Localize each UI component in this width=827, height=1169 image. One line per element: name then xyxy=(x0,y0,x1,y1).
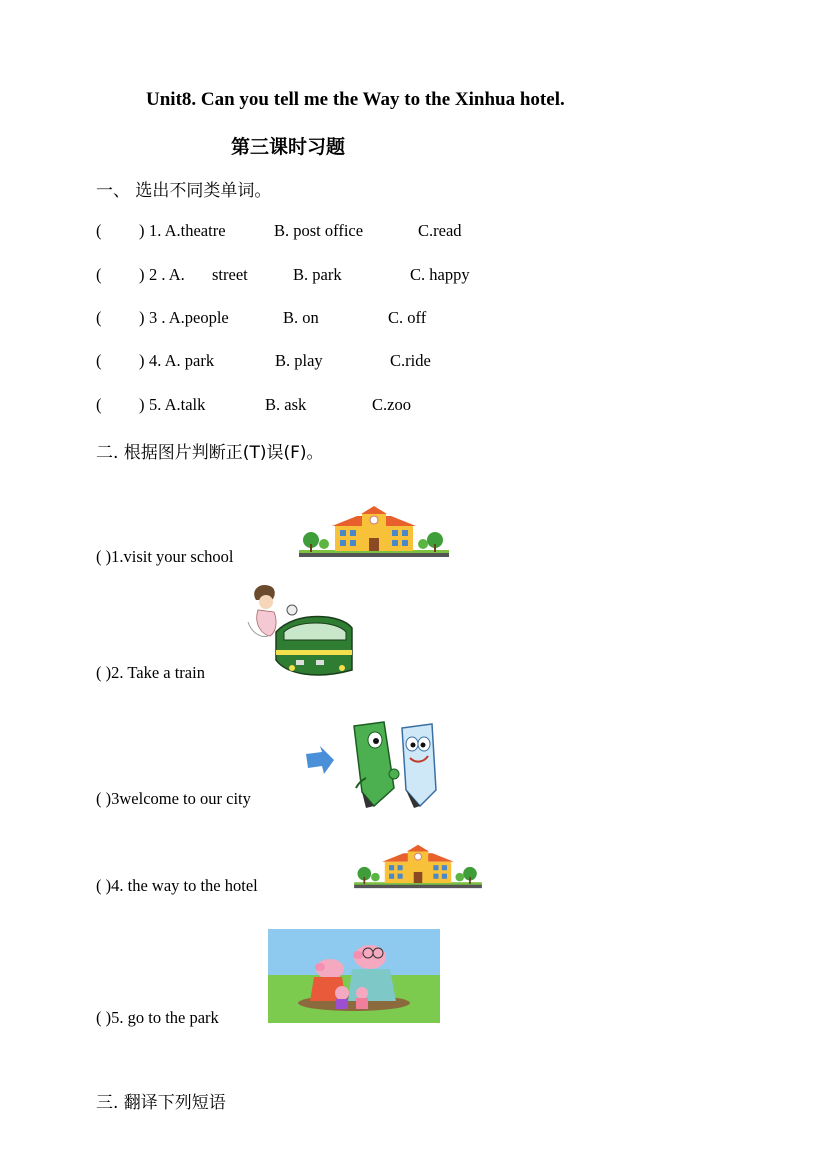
option-a-word: street xyxy=(212,265,248,284)
answer-bracket-close: ) xyxy=(139,395,145,414)
hotel-building-image xyxy=(354,843,482,889)
answer-bracket-open: ( xyxy=(96,351,102,370)
section2-item-1: ( )1.visit your school xyxy=(96,547,234,566)
section2-item-5: ( )5. go to the park xyxy=(96,1008,219,1027)
option-c: C. happy xyxy=(410,265,470,284)
train-image xyxy=(246,582,356,682)
option-a: 4. A. park xyxy=(149,351,215,370)
answer-bracket-open: ( xyxy=(96,395,102,414)
option-b: B. play xyxy=(275,351,323,370)
option-a: 1. A.theatre xyxy=(149,221,226,240)
option-b: B. on xyxy=(283,308,319,327)
option-a: 5. A.talk xyxy=(149,395,206,414)
option-c: C. off xyxy=(388,308,427,327)
answer-bracket-open: ( xyxy=(96,308,102,327)
page-subtitle: 第三课时习题 xyxy=(231,136,346,158)
option-b: B. ask xyxy=(265,395,307,414)
pencil-characters-image xyxy=(302,718,442,810)
answer-bracket-close: ) xyxy=(139,265,145,284)
option-b: B. post office xyxy=(274,221,364,240)
answer-bracket-close: ) xyxy=(139,351,145,370)
school-building-image xyxy=(299,504,449,558)
option-c: C.zoo xyxy=(372,395,411,414)
answer-bracket-close: ) xyxy=(139,308,145,327)
answer-bracket-open: ( xyxy=(96,265,102,284)
answer-bracket-close: ) xyxy=(139,221,145,240)
section2-heading: 二. 根据图片判断正(T)误(F)。 xyxy=(96,443,324,463)
section3-heading: 三. 翻译下列短语 xyxy=(96,1093,226,1113)
option-b: B. park xyxy=(293,265,342,284)
option-a: 2 . A. xyxy=(149,265,185,284)
option-c: C.ride xyxy=(390,351,431,370)
option-a: 3 . A.people xyxy=(149,308,229,327)
section2-item-2: ( )2. Take a train xyxy=(96,663,205,682)
section1-heading: 一、 选出不同类单词。 xyxy=(96,181,272,201)
park-family-image xyxy=(268,929,440,1023)
page-title: Unit8. Can you tell me the Way to the Xinhua hotel. xyxy=(146,89,565,110)
answer-bracket-open: ( xyxy=(96,221,102,240)
section2-item-4: ( )4. the way to the hotel xyxy=(96,876,258,895)
section2-item-3: ( )3welcome to our city xyxy=(96,789,251,808)
option-c: C.read xyxy=(418,221,462,240)
